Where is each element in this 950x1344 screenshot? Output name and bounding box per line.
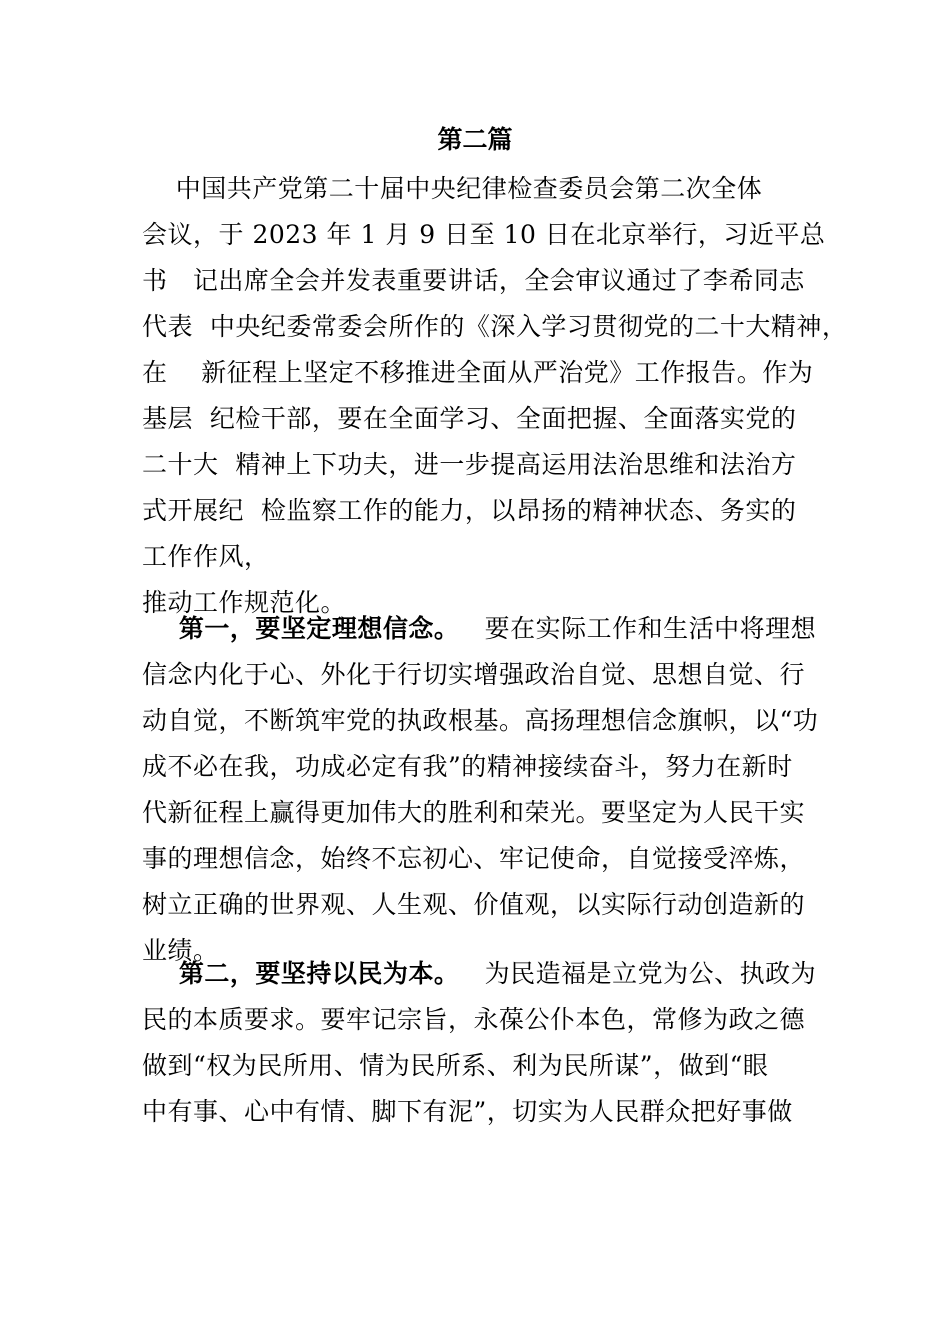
text-line: 代表 中央纪委常委会所作的《深入学习贯彻党的二十大精神，	[142, 312, 848, 341]
text-line: 推动工作规范化。	[142, 588, 347, 617]
point-one-heading: 第一，要坚定理想信念。	[142, 614, 460, 643]
text-line: 书 记出席全会并发表重要讲话，全会审议通过了李希同志	[142, 266, 805, 295]
text-line: 民的本质要求。要牢记宗旨，永葆公仆本色，常修为政之德	[142, 1005, 806, 1034]
point-two-paragraph	[142, 951, 822, 1135]
text-line	[142, 606, 822, 652]
point-two-heading: 第二，要坚持以民为本。	[142, 959, 460, 988]
text-line: 式开展纪 检监察工作的能力，以昂扬的精神状态、务实的	[142, 496, 797, 525]
text-line	[142, 951, 822, 997]
text-line: 信念内化于心、外化于行切实增强政治自觉、思想自觉、行	[142, 660, 806, 689]
text-line: 代新征程上赢得更加伟大的胜利和荣光。要坚定为人民干实	[142, 798, 806, 827]
text-line: 二十大 精神上下功夫，进一步提高运用法治思维和法治方	[142, 450, 797, 479]
text-line: 中有事、心中有情、脚下有泥”，切实为人民群众把好事做	[142, 1097, 793, 1126]
intro-paragraph	[142, 166, 848, 626]
text-line: 做到“权为民所用、情为民所系、利为民所谋”，做到“眼	[142, 1051, 769, 1080]
text-line: 中国共产党第二十届中央纪律检查委员会第二次全体	[142, 174, 763, 203]
text-line: 会议，于 2023 年 1 月 9 日至 10 日在北京举行，习近平总	[142, 220, 826, 249]
text-line: 树立正确的世界观、人生观、价值观，以实际行动创造新的	[142, 890, 806, 919]
text-line: 动自觉，不断筑牢党的执政根基。高扬理想信念旗帜，以“功	[142, 706, 819, 735]
page-title: 第二篇	[437, 125, 513, 154]
text-line: 业绩。	[142, 936, 219, 965]
text-line: 成不必在我，功成必定有我”的精神接续奋斗，努力在新时	[142, 752, 793, 781]
point-one-first-line: 要在实际工作和生活中将理想	[459, 614, 817, 643]
text-line: 工作作风，	[142, 542, 270, 571]
text-line: 在 新征程上坚定不移推进全面从严治党》工作报告。作为	[142, 358, 814, 387]
point-two-first-line: 为民造福是立党为公、执政为	[459, 959, 817, 988]
point-one-paragraph	[142, 606, 822, 974]
text-line: 基层 纪检干部，要在全面学习、全面把握、全面落实党的	[142, 404, 797, 433]
text-line: 事的理想信念，始终不忘初心、牢记使命，自觉接受淬炼，	[142, 844, 806, 873]
